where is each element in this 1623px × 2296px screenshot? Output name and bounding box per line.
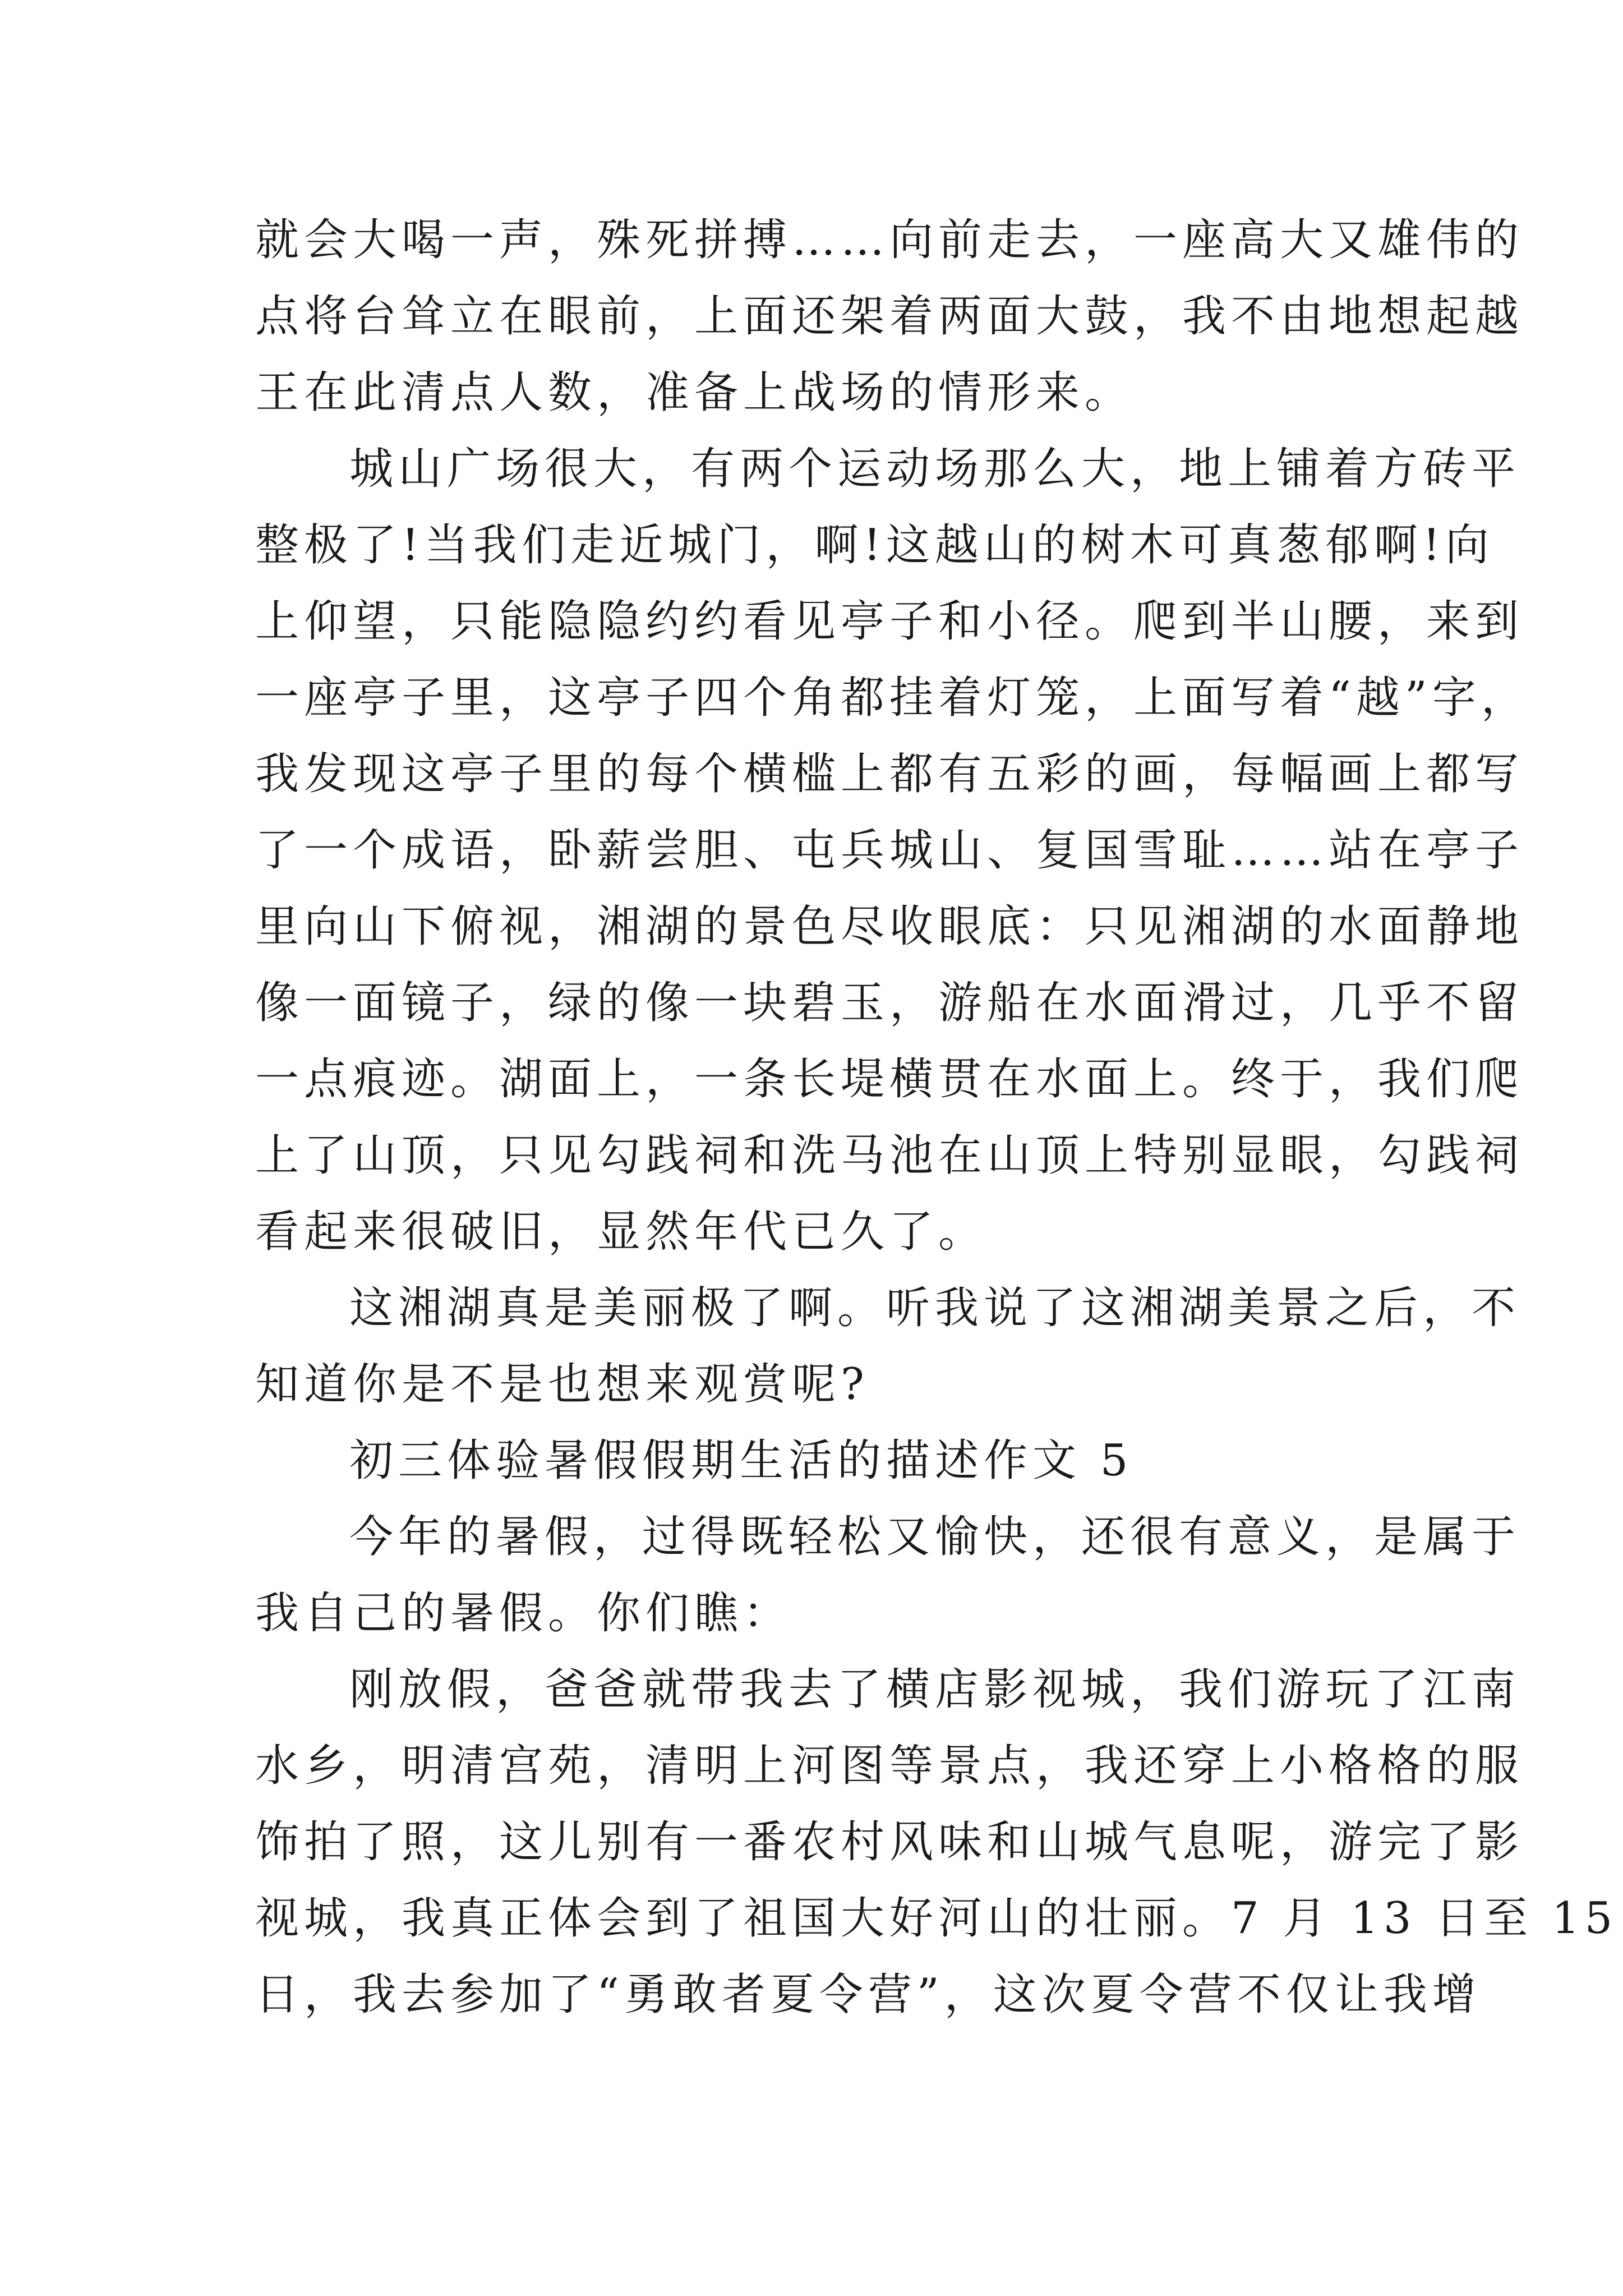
text-line: 视城，我真正体会到了祖国大好河山的壮丽。7 月 13 日至 15: [255, 1893, 1618, 1944]
text-line: 王在此清点人数，准备上战场的情形来。: [255, 367, 1134, 418]
paragraph-first-line: 城山广场很大，有两个运动场那么大，地上铺着方砖平: [349, 444, 1521, 494]
text-line: 像一面镜子，绿的像一块碧玉，游船在水面滑过，几乎不留: [255, 978, 1524, 1028]
text-line: 知道你是不是也想来观赏呢?: [255, 1359, 869, 1410]
text-line: 就会大喝一声，殊死拼搏……向前走去，一座高大又雄伟的: [255, 215, 1524, 265]
text-line: 饰拍了照，这儿别有一番农村风味和山城气息呢，游完了影: [255, 1817, 1524, 1867]
text-line: 我发现这亭子里的每个横槛上都有五彩的画，每幅画上都写: [255, 749, 1524, 799]
section-heading: 初三体验暑假假期生活的描述作文 5: [349, 1435, 1133, 1486]
text-line: 水乡，明清宫苑，清明上河图等景点，我还穿上小格格的服: [255, 1741, 1524, 1791]
text-line: 里向山下俯视，湘湖的景色尽收眼底：只见湘湖的水面静地: [255, 901, 1524, 952]
text-line: 一座亭子里，这亭子四个角都挂着灯笼，上面写着“越”字，: [255, 673, 1530, 723]
paragraph-first-line: 这湘湖真是美丽极了啊。听我说了这湘湖美景之后，不: [349, 1283, 1521, 1333]
text-line: 整极了!当我们走近城门，啊!这越山的树木可真葱郁啊!向: [255, 520, 1495, 570]
text-line: 看起来很破旧，显然年代已久了。: [255, 1207, 988, 1257]
text-line: 一点痕迹。湖面上，一条长堤横贯在水面上。终于，我们爬: [255, 1054, 1524, 1105]
text-line: 了一个成语，卧薪尝胆、屯兵城山、复国雪耻……站在亭子: [255, 825, 1524, 876]
paragraph-first-line: 今年的暑假，过得既轻松又愉快，还很有意义，是属于: [349, 1512, 1521, 1562]
text-line: 日，我去参加了“勇敢者夏令营”，这次夏令营不仅让我增: [255, 1970, 1481, 2020]
body-text: [255, 202, 1618, 2033]
text-line: 点将台耸立在眼前，上面还架着两面大鼓，我不由地想起越: [255, 291, 1524, 342]
paragraph-first-line: 刚放假，爸爸就带我去了横店影视城，我们游玩了江南: [349, 1664, 1521, 1715]
text-line: 上了山顶，只见勾践祠和洗马池在山顶上特别显眼，勾践祠: [255, 1130, 1524, 1181]
text-line: 我自己的暑假。你们瞧：: [255, 1588, 792, 1639]
text-line: 上仰望，只能隐隐约约看见亭子和小径。爬到半山腰，来到: [255, 596, 1524, 647]
